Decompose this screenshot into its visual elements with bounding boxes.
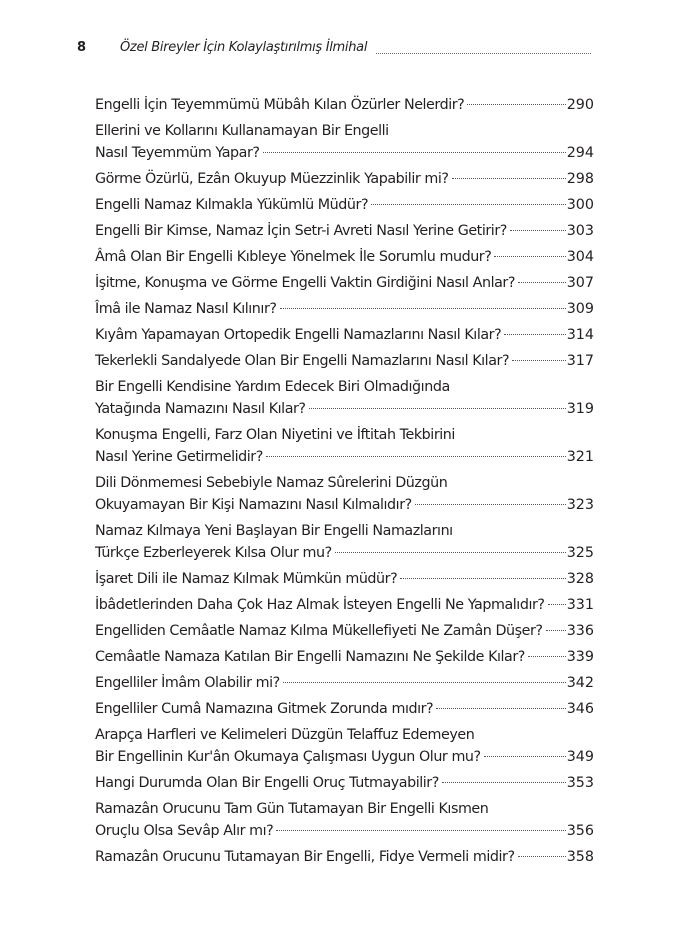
toc-page-number: 290 [566, 97, 594, 113]
toc-entry-title: Nasıl Teyemmüm Yapar? [95, 145, 260, 161]
toc-page-number: 323 [566, 497, 594, 513]
toc-entry-line [95, 298, 594, 320]
page-number: 8 [77, 40, 87, 55]
toc-entry[interactable] [95, 772, 594, 794]
toc-page-number: 331 [566, 597, 594, 613]
toc-entry-title: Yatağında Namazını Nasıl Kılar? [95, 401, 306, 417]
dot-leader [263, 152, 566, 153]
toc-entry-line [95, 620, 594, 642]
toc-entry-title: Okuyamayan Bir Kişi Namazını Nasıl Kılmalıdır? [95, 497, 412, 513]
toc-page-number: 304 [566, 249, 594, 265]
dot-leader [510, 230, 566, 231]
dot-leader [518, 282, 566, 283]
toc-entry-line [95, 324, 594, 346]
toc-entry-line [95, 220, 594, 242]
dot-leader [309, 408, 566, 409]
toc-entry-title: Engelli İçin Teyemmümü Mübâh Kılan Özürler Nelerdir? [95, 97, 465, 113]
toc-page-number: 314 [566, 327, 594, 343]
toc-entry-line [95, 168, 594, 190]
toc-entry[interactable] [95, 246, 594, 268]
toc-entry-title: Tekerlekli Sandalyede Olan Bir Engelli Namazlarını Nasıl Kılar? [95, 353, 510, 369]
toc-page-number: 317 [566, 353, 594, 369]
toc-entry-title: İşaret Dili ile Namaz Kılmak Mümkün müdür? [95, 571, 398, 587]
toc-entry[interactable] [95, 594, 594, 616]
dot-leader [400, 578, 565, 579]
toc-entry-line [95, 272, 594, 294]
running-header [77, 40, 591, 60]
toc-entry[interactable] [95, 94, 594, 116]
toc-page-number: 303 [566, 223, 594, 239]
toc-entry-title: Cemâatle Namaza Katılan Bir Engelli Namazını Ne Şekilde Kılar? [95, 649, 525, 665]
toc-page-number: 356 [566, 823, 594, 839]
toc-entry-line [95, 772, 594, 794]
toc-entry-title: Âmâ Olan Bir Engelli Kıbleye Yönelmek İle Sorumlu mudur? [95, 249, 492, 265]
toc-entry-title: Engelli Bir Kimse, Namaz İçin Setr-i Avreti Nasıl Yerine Getirir? [95, 223, 507, 239]
dot-leader [266, 456, 566, 457]
toc-entry-line [95, 94, 594, 116]
dot-leader [546, 630, 566, 631]
toc-entry[interactable] [95, 324, 594, 346]
header-dotted-rule [376, 53, 591, 54]
toc-entry-line [95, 494, 594, 516]
toc-entry-line [95, 120, 594, 142]
toc-entry-line [95, 472, 594, 494]
toc-page-number: 346 [566, 701, 594, 717]
toc-entry-line [95, 350, 594, 372]
toc-entry-title: İbâdetlerinden Daha Çok Haz Almak İsteyen Engelli Ne Yapmalıdır? [95, 597, 545, 613]
dot-leader [528, 656, 566, 657]
toc-entry[interactable] [95, 194, 594, 216]
dot-leader [518, 856, 566, 857]
toc-entry[interactable] [95, 620, 594, 642]
toc-page-number: 339 [566, 649, 594, 665]
toc-entry[interactable] [95, 846, 594, 868]
toc-entry-title: Ellerini ve Kollarını Kullanamayan Bir Engelli [95, 123, 389, 139]
toc-entry-title: Nasıl Yerine Getirmelidir? [95, 449, 263, 465]
toc-entry-line [95, 246, 594, 268]
toc-entry-line [95, 698, 594, 720]
toc-page-number: 309 [566, 301, 594, 317]
toc-entry-title: Türkçe Ezberleyerek Kılsa Olur mu? [95, 545, 332, 561]
toc-entry-title: Bir Engellinin Kur'ân Okumaya Çalışması Uygun Olur mu? [95, 749, 481, 765]
dot-leader [452, 178, 566, 179]
toc-entry-title: Dili Dönmemesi Sebebiyle Namaz Sûrelerini Düzgün [95, 475, 448, 491]
toc-page-number: 342 [566, 675, 594, 691]
toc-entry-title: Engelliler İmâm Olabilir mi? [95, 675, 280, 691]
toc-page-number: 358 [566, 849, 594, 865]
dot-leader [512, 360, 566, 361]
toc-entry-title: Ramazân Orucunu Tutamayan Bir Engelli, Fidye Vermeli midir? [95, 849, 515, 865]
toc-entry-title: Arapça Harfleri ve Kelimeleri Düzgün Telaffuz Edemeyen [95, 727, 475, 743]
toc-entry[interactable] [95, 568, 594, 590]
toc-entry[interactable] [95, 298, 594, 320]
toc-entry-line [95, 446, 594, 468]
toc-entry[interactable] [95, 120, 594, 164]
toc-entry-line [95, 142, 594, 164]
toc-page-number: 319 [566, 401, 594, 417]
toc-page-number: 307 [566, 275, 594, 291]
toc-entry-line [95, 724, 594, 746]
toc-entry-title: Ramazân Orucunu Tam Gün Tutamayan Bir Engelli Kısmen [95, 801, 489, 817]
toc-entry-line [95, 520, 594, 542]
toc-entry-title: Görme Özürlü, Ezân Okuyup Müezzinlik Yapabilir mi? [95, 171, 449, 187]
toc-page-number: 349 [566, 749, 594, 765]
toc-entry-title: Engelli Namaz Kılmakla Yükümlü Müdür? [95, 197, 369, 213]
dot-leader [548, 604, 566, 605]
toc-entry-title: Îmâ ile Namaz Nasıl Kılınır? [95, 301, 277, 317]
toc-entry-title: Oruçlu Olsa Sevâp Alır mı? [95, 823, 274, 839]
running-title: Özel Bireyler İçin Kolaylaştırılmış İlmihal [120, 40, 368, 55]
toc-page-number: 321 [566, 449, 594, 465]
toc-entry-line [95, 746, 594, 768]
toc-page-number: 336 [566, 623, 594, 639]
dot-leader [504, 334, 565, 335]
toc-entry-line [95, 376, 594, 398]
toc-entry-line [95, 568, 594, 590]
toc-entry-title: Namaz Kılmaya Yeni Başlayan Bir Engelli Namazlarını [95, 523, 453, 539]
toc-entry[interactable] [95, 724, 594, 768]
toc-page-number: 328 [566, 571, 594, 587]
toc-entry[interactable] [95, 220, 594, 242]
toc-entry-line [95, 424, 594, 446]
toc-entry[interactable] [95, 520, 594, 564]
toc-entry[interactable] [95, 168, 594, 190]
dot-leader [335, 552, 566, 553]
toc-entry[interactable] [95, 376, 594, 420]
toc-entry-title: Hangi Durumda Olan Bir Engelli Oruç Tutmayabilir? [95, 775, 439, 791]
toc-entry-title: Engelliler Cumâ Namazına Gitmek Zorunda mıdır? [95, 701, 434, 717]
toc-page-number: 300 [566, 197, 594, 213]
toc-entry[interactable] [95, 646, 594, 668]
toc-entry[interactable] [95, 672, 594, 694]
dot-leader [276, 830, 565, 831]
dot-leader [371, 204, 566, 205]
dot-leader [494, 256, 565, 257]
toc-entry-line [95, 542, 594, 564]
toc-entry-title: Engelliden Cemâatle Namaz Kılma Mükellefiyeti Ne Zamân Düşer? [95, 623, 543, 639]
dot-leader [484, 756, 566, 757]
dot-leader [280, 308, 566, 309]
dot-leader [436, 708, 566, 709]
table-of-contents [95, 94, 594, 872]
toc-entry-title: Kıyâm Yapamayan Ortopedik Engelli Namazlarını Nasıl Kılar? [95, 327, 502, 343]
toc-entry-line [95, 672, 594, 694]
dot-leader [442, 782, 566, 783]
toc-page-number: 325 [566, 545, 594, 561]
toc-entry-title: Konuşma Engelli, Farz Olan Niyetini ve İftitah Tekbirini [95, 427, 455, 443]
toc-entry[interactable] [95, 272, 594, 294]
dot-leader [415, 504, 566, 505]
toc-page-number: 294 [566, 145, 594, 161]
toc-entry-title: Bir Engelli Kendisine Yardım Edecek Biri Olmadığında [95, 379, 450, 395]
toc-entry[interactable] [95, 798, 594, 842]
toc-entry-line [95, 594, 594, 616]
toc-entry[interactable] [95, 424, 594, 468]
toc-entry-line [95, 798, 594, 820]
toc-entry[interactable] [95, 472, 594, 516]
toc-entry-title: İşitme, Konuşma ve Görme Engelli Vaktin Girdiğini Nasıl Anlar? [95, 275, 515, 291]
toc-entry-line [95, 194, 594, 216]
toc-entry-line [95, 398, 594, 420]
toc-entry[interactable] [95, 350, 594, 372]
dot-leader [283, 682, 566, 683]
toc-entry-line [95, 846, 594, 868]
toc-page-number: 353 [566, 775, 594, 791]
toc-page-number: 298 [566, 171, 594, 187]
toc-entry[interactable] [95, 698, 594, 720]
dot-leader [467, 104, 565, 105]
toc-entry-line [95, 820, 594, 842]
toc-entry-line [95, 646, 594, 668]
